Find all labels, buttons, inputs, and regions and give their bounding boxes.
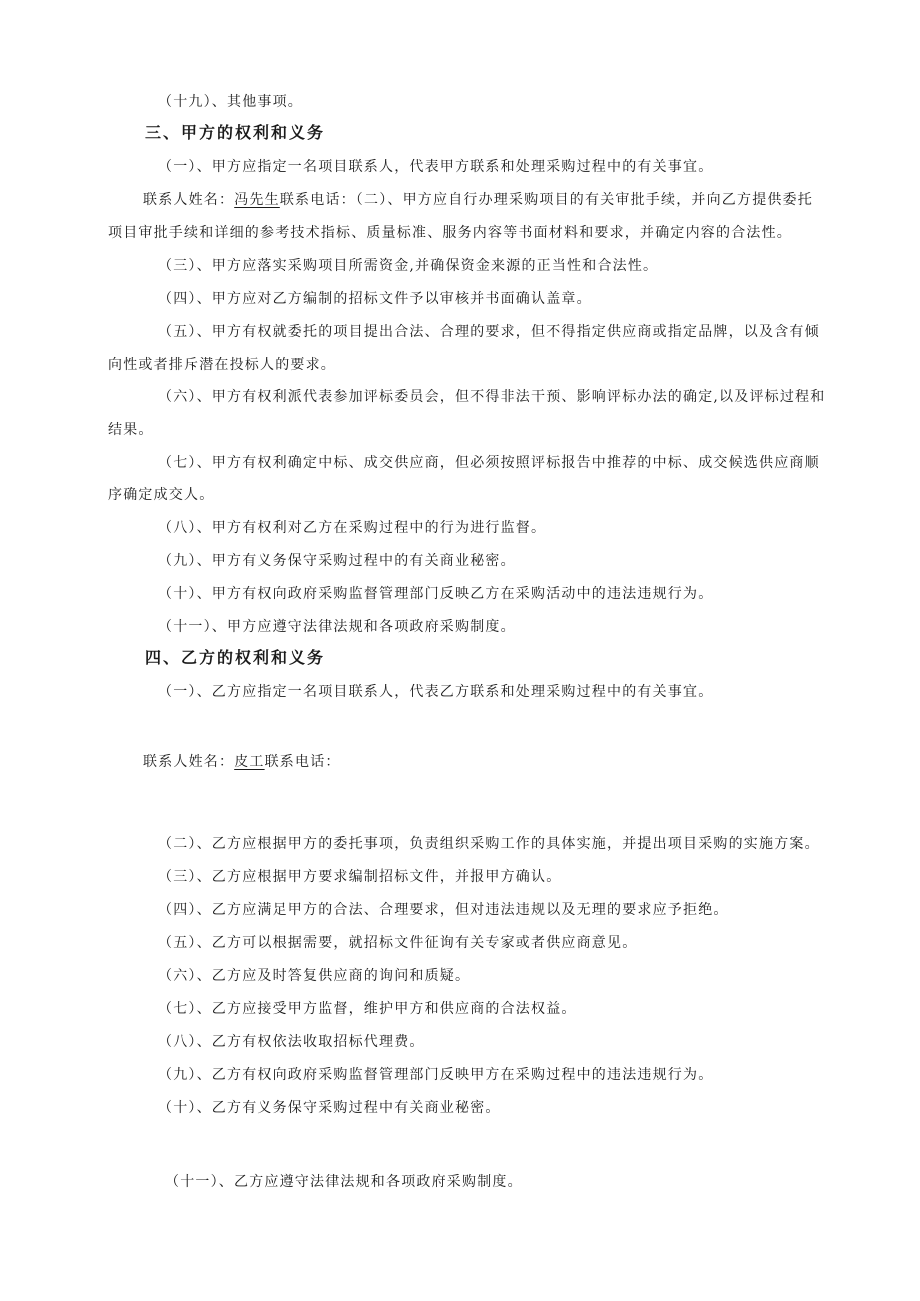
section-3-clause-11: （十一）、甲方应遵守法律法规和各项政府采购制度。 xyxy=(158,619,516,635)
section-4-contact-line xyxy=(143,752,341,772)
section-3-clause-1: （一）、甲方应指定一名项目联系人，代表甲方联系和处理采购过程中的有关事宜。 xyxy=(158,159,714,175)
section-4-clause-7: （七）、乙方应接受甲方监督，维护甲方和供应商的合法权益。 xyxy=(158,1001,577,1017)
section-3-clause-8: （八）、甲方有权利对乙方在采购过程中的行为进行监督。 xyxy=(158,520,547,536)
section-4-clause-1: （一）、乙方应指定一名项目联系人，代表乙方联系和处理采购过程中的有关事宜。 xyxy=(158,684,714,700)
section-4-clause-8: （八）、乙方有权依法收取招标代理费。 xyxy=(158,1034,425,1050)
section-4-clause-5: （五）、乙方可以根据需要，就招标文件征询有关专家或者供应商意见。 xyxy=(158,935,638,951)
contact-name: 皮工 xyxy=(234,754,265,770)
section-4-clause-6: （六）、乙方应及时答复供应商的询问和质疑。 xyxy=(158,968,471,984)
section-4-clause-9: （九）、乙方有权向政府采购监督管理部门反映甲方在采购过程中的违法违规行为。 xyxy=(158,1067,714,1083)
section-3-contact-line xyxy=(143,190,813,210)
section-4-heading: 四、乙方的权利和义务 xyxy=(145,648,326,667)
section-3-clause-6-cont: 结果。 xyxy=(108,422,154,438)
contact-name: 冯先生 xyxy=(234,192,280,208)
contact-phone-and-clause-2: 联系电话：（二）、甲方应自行办理采购项目的有关审批手续，并向乙方提供委托 xyxy=(279,192,814,208)
section-4-clause-4: （四）、乙方应满足甲方的合法、合理要求，但对违法违规以及无理的要求应予拒绝。 xyxy=(158,902,729,918)
section-3-clause-9: （九）、甲方有义务保守采购过程中的有关商业秘密。 xyxy=(158,553,516,569)
contact-label: 联系人姓名： xyxy=(143,192,235,208)
section-3-clause-3: （三）、甲方应落实采购项目所需资金,并确保资金来源的正当性和合法性。 xyxy=(158,258,659,274)
section-4-clause-2: （二）、乙方应根据甲方的委托事项，负责组织采购工作的具体实施，并提出项目采购的实施方案。 xyxy=(158,836,820,852)
section-3-clause-10: （十）、甲方有权向政府采购监督管理部门反映乙方在采购活动中的违法违规行为。 xyxy=(158,586,714,602)
section-4-clause-3: （三）、乙方应根据甲方要求编制招标文件，并报甲方确认。 xyxy=(158,869,562,885)
section-3-clause-4: （四）、甲方应对乙方编制的招标文件予以审核并书面确认盖章。 xyxy=(158,291,592,307)
section-3-clause-7: （七）、甲方有权利确定中标、成交供应商，但必须按照评标报告中推荐的中标、成交候选供应商顺 xyxy=(158,455,820,471)
section-4-clause-10: （十）、乙方有义务保守采购过程中有关商业秘密。 xyxy=(158,1100,501,1116)
section-3-clause-6: （六）、甲方有权利派代表参加评标委员会，但不得非法干预、影响评标办法的确定,以及评标过程和 xyxy=(158,389,826,405)
section-4-clause-11: （十一）、乙方应遵守法律法规和各项政府采购制度。 xyxy=(165,1174,523,1190)
section-3-clause-5-cont: 向性或者排斥潜在投标人的要求。 xyxy=(108,357,336,373)
section-3-heading: 三、甲方的权利和义务 xyxy=(145,123,326,142)
contact-phone-label: 联系电话： xyxy=(264,754,341,770)
contact-label: 联系人姓名： xyxy=(143,754,235,770)
clause-19: （十九）、其他事项。 xyxy=(158,94,303,110)
section-3-clause-7-cont: 序确定成交人。 xyxy=(108,487,215,503)
section-3-clause-2-cont: 项目审批手续和详细的参考技术指标、质量标准、服务内容等书面材料和要求，并确定内容的合法性。 xyxy=(108,225,792,241)
section-3-clause-5: （五）、甲方有权就委托的项目提出合法、合理的要求，但不得指定供应商或指定品牌，以及含有倾 xyxy=(158,324,820,340)
